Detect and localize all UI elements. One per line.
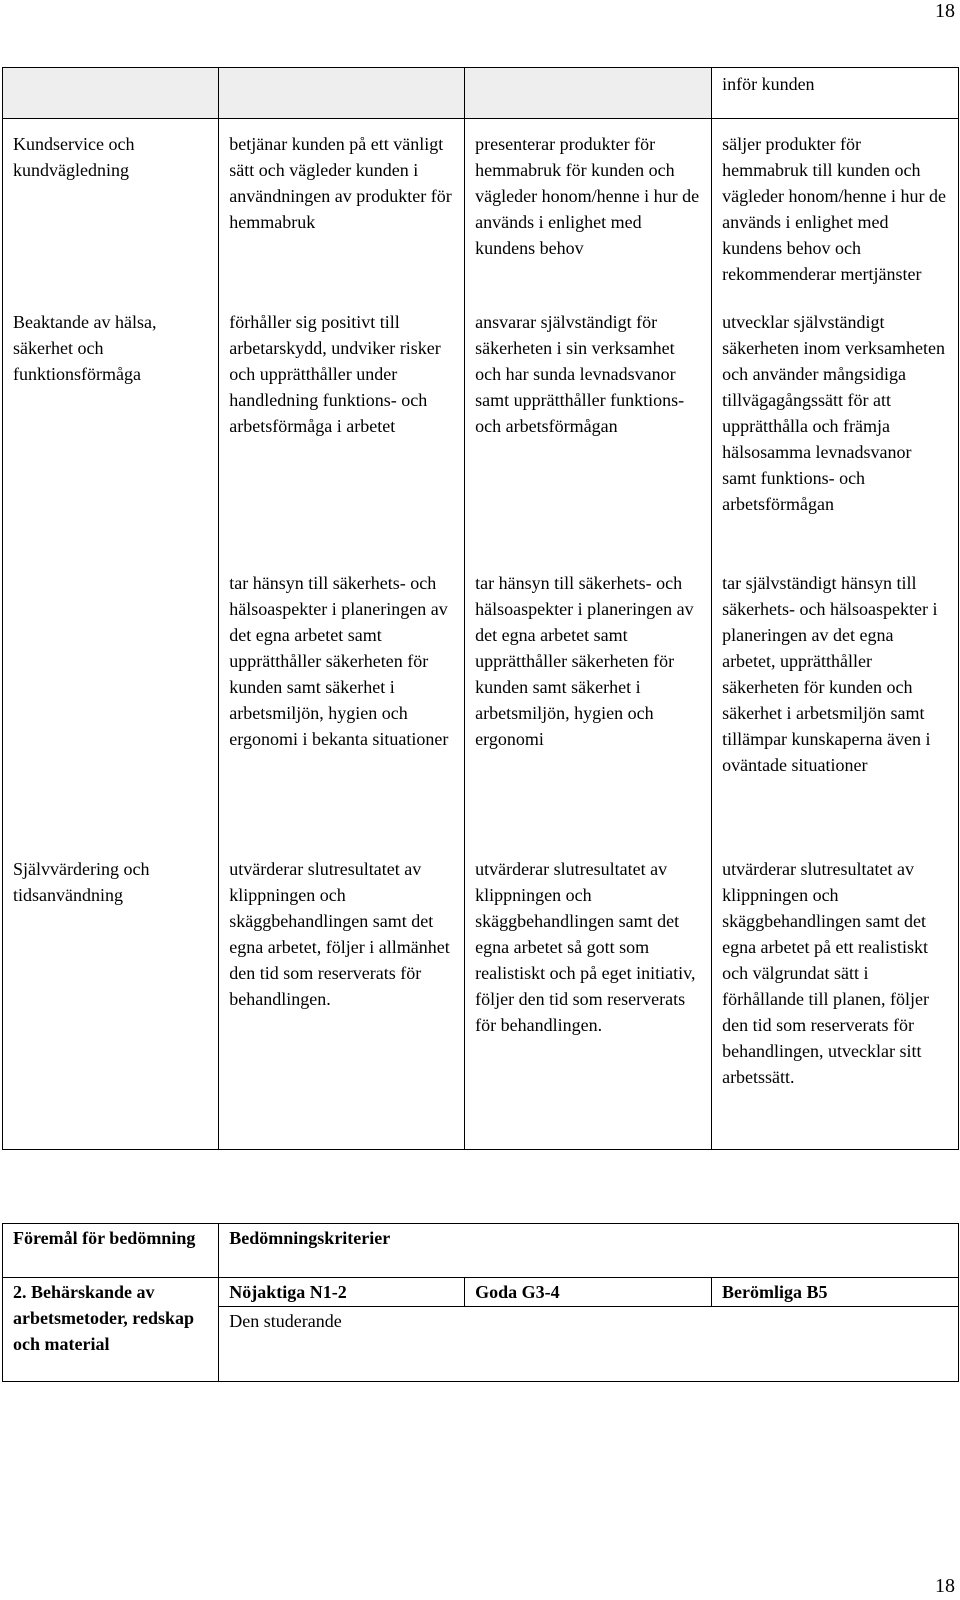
assessment-header-table: [2, 1223, 959, 1382]
continuation-cell-b: inför kunden: [712, 68, 959, 119]
criteria-g-cell: ansvarar självständigt för säkerheten i sin verksamhet och har sunda levnadsvanor samt upprätthåller funktions- och arbetsförmågan: [465, 306, 712, 567]
continuation-cell-object: [3, 68, 219, 119]
object-cell: Självvärdering och tidsanvändning: [3, 853, 219, 1150]
table-row: [3, 567, 959, 853]
page-number-bottom: 18: [935, 1575, 955, 1597]
header-row: [3, 1278, 959, 1307]
level-g-cell: Goda G3-4: [465, 1278, 712, 1307]
object-cell: Beaktande av hälsa, säkerhet och funktionsförmåga: [3, 306, 219, 567]
criteria-n-cell: utvärderar slutresultatet av klippningen och skäggbehandlingen samt det egna arbetet, följer i allmänhet den tid som reserverats för behandlingen.: [219, 853, 465, 1150]
table-row: [3, 306, 959, 567]
criteria-n-cell: betjänar kunden på ett vänligt sätt och vägleder kunden i användningen av produkter för hemmabruk: [219, 119, 465, 307]
header-row: [3, 1224, 959, 1278]
table-row-continuation: [3, 68, 959, 119]
page-number-top: 18: [935, 0, 955, 22]
object-cell: Kundservice och kundvägledning: [3, 119, 219, 307]
criteria-label-cell: Bedömningskriterier: [219, 1224, 959, 1278]
criteria-n-cell: tar hänsyn till säkerhets- och hälsoaspekter i planeringen av det egna arbetet samt upprätthåller säkerheten för kunden samt säkerhet i arbetsmiljön, hygien och ergonomi i bekanta situationer: [219, 567, 465, 853]
continuation-cell-n: [219, 68, 465, 119]
criteria-g-cell: presenterar produkter för hemmabruk för kunden och vägleder honom/henne i hur de används i enlighet med kundens behov: [465, 119, 712, 307]
level-n-cell: Nöjaktiga N1-2: [219, 1278, 465, 1307]
object-cell: [3, 567, 219, 853]
continuation-cell-g: [465, 68, 712, 119]
criteria-g-cell: tar hänsyn till säkerhets- och hälsoaspekter i planeringen av det egna arbetet samt upprätthåller säkerheten för kunden samt säkerhet i arbetsmiljön, hygien och ergonomi: [465, 567, 712, 853]
criteria-b-cell: säljer produkter för hemmabruk till kunden och vägleder honom/henne i hur de används i enlighet med kundens behov och rekommenderar mertjänster: [712, 119, 959, 307]
criteria-g-cell: utvärderar slutresultatet av klippningen och skäggbehandlingen samt det egna arbetet så gott som realistiskt och på eget initiativ, följer den tid som reserverats för behandlingen.: [465, 853, 712, 1150]
level-b-cell: Berömliga B5: [712, 1278, 959, 1307]
table-row: [3, 853, 959, 1150]
criteria-table: [2, 67, 959, 1150]
criteria-b-cell: tar självständigt hänsyn till säkerhets- och hälsoaspekter i planeringen av det egna arbetet, upprätthåller säkerheten för kunden och säkerhet i arbetsmiljön samt tillämpar kunskaperna även i oväntade situationer: [712, 567, 959, 853]
table-row: [3, 119, 959, 307]
object-label-cell: Föremål för bedömning: [3, 1224, 219, 1278]
student-label-cell: Den studerande: [219, 1307, 959, 1382]
criteria-n-cell: förhåller sig positivt till arbetarskydd, undviker risker och upprätthåller under handledning funktions- och arbetsförmåga i arbetet: [219, 306, 465, 567]
criteria-b-cell: utvärderar slutresultatet av klippningen och skäggbehandlingen samt det egna arbetet på ett realistiskt och välgrundat sätt i förhållande till planen, följer den tid som reserverats för behandlingen, utvecklar sitt arbetssätt.: [712, 853, 959, 1150]
criteria-b-cell: utvecklar självständigt säkerheten inom verksamheten och använder mångsidiga tillvägagångssätt för att upprätthålla och främja hälsosamma levnadsvanor samt funktions- och arbetsförmågan: [712, 306, 959, 567]
section-title-cell: 2. Behärskande av arbetsmetoder, redskap och material: [3, 1278, 219, 1382]
